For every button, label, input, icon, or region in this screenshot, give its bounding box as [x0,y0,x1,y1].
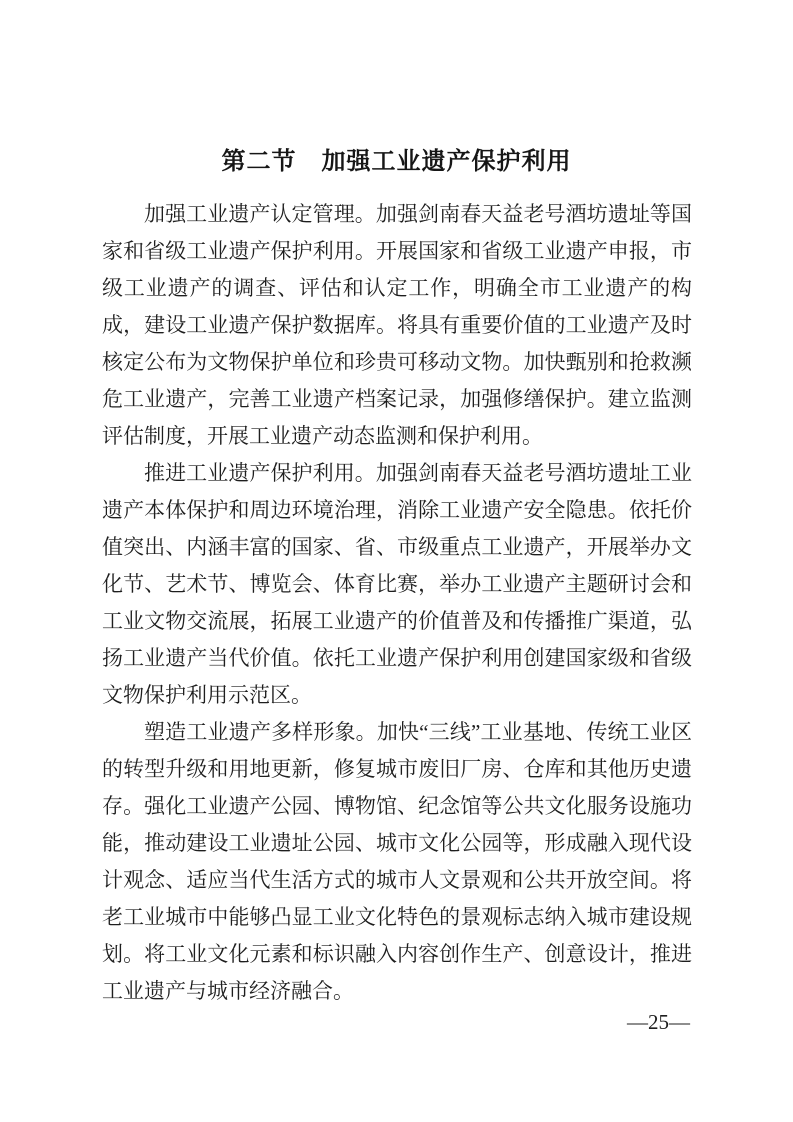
section-title: 第二节 加强工业遗产保护利用 [221,148,572,175]
paragraph-industrial-heritage-identification: 加强工业遗产认定管理。加强剑南春天益老号酒坊遗址等国家和省级工业遗产保护利用。开展国家和省级工业遗产申报，市级工业遗产的调查、评估和认定工作，明确全市工业遗产的构成，建设工业遗产保护数据库。将具有重要价值的工业遗产及时核定公布为文物保护单位和珍贵可移动文物。加快甄别和抢救濒危工业遗产，完善工业遗产档案记录，加强修缮保护。建立监测评估制度，开展工业遗产动态监测和保护利用。 [102,202,692,448]
document-body [102,196,692,1010]
paragraph-heritage-diverse-image: 塑造工业遗产多样形象。加快“三线”工业基地、传统工业区的转型升级和用地更新，修复城市废旧厂房、仓库和其他历史遗存。强化工业遗产公园、博物馆、纪念馆等公共文化服务设施功能，推动建设工业遗址公园、城市文化公园等，形成融入现代设计观念、适应当代生活方式的城市人文景观和公共开放空间。将老工业城市中能够凸显工业文化特色的景观标志纳入城市建设规划。将工业文化元素和标识融入内容创作生产、创意设计，推进工业遗产与城市经济融合。 [102,720,692,1003]
page-number: —25— [627,1010,690,1034]
paragraph-heritage-protection-utilization: 推进工业遗产保护利用。加强剑南春天益老号酒坊遗址工业遗产本体保护和周边环境治理，消除工业遗产安全隐患。依托价值突出、内涵丰富的国家、省、市级重点工业遗产，开展举办文化节、艺术节、博览会、体育比赛，举办工业遗产主题研讨会和工业文物交流展，拓展工业遗产的价值普及和传播推广渠道，弘扬工业遗产当代价值。依托工业遗产保护利用创建国家级和省级文物保护利用示范区。 [102,461,692,707]
